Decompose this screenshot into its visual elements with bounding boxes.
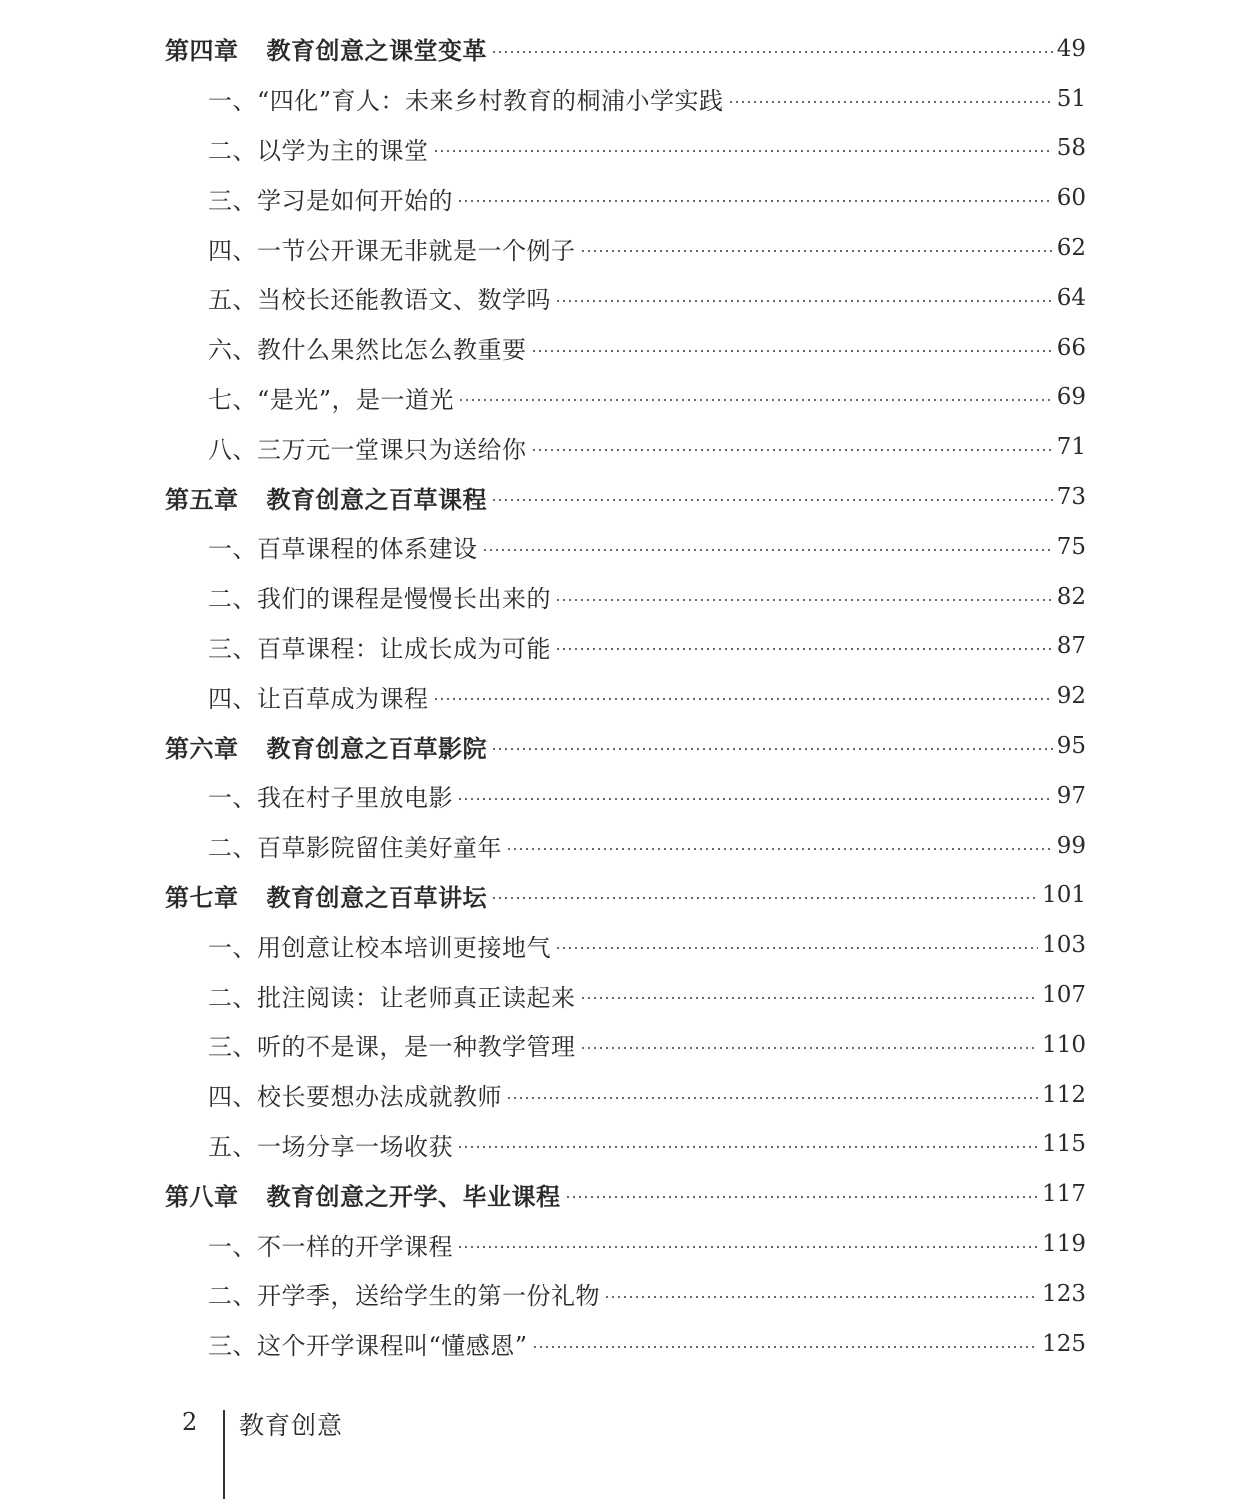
dot-leader (457, 200, 1053, 202)
toc-chapter-entry (0, 472, 1256, 522)
page-ref: 99 (1056, 832, 1086, 859)
section-title: 二、我们的课程是慢慢长出来的 (208, 585, 551, 614)
dot-leader (555, 947, 1038, 949)
toc-section-entry (0, 522, 1256, 572)
dot-leader (491, 499, 1053, 501)
dot-leader (457, 1246, 1038, 1248)
toc-section-entry (0, 771, 1256, 821)
section-title: 一、“四化”育人：未来乡村教育的桐浦小学实践 (208, 87, 724, 116)
chapter-number: 第五章 (165, 484, 239, 514)
toc-section-entry (0, 173, 1256, 223)
dot-leader (482, 549, 1053, 551)
dot-leader (555, 300, 1053, 302)
chapter-number: 第八章 (165, 1181, 239, 1211)
toc-section-entry (0, 1219, 1256, 1269)
page-ref: 49 (1056, 35, 1086, 62)
section-title: 一、不一样的开学课程 (208, 1232, 453, 1261)
dot-leader (433, 150, 1053, 152)
table-of-contents (0, 24, 1256, 1369)
chapter-heading (165, 878, 487, 913)
chapter-heading (165, 729, 487, 764)
page-ref: 115 (1042, 1131, 1086, 1158)
page-ref: 107 (1042, 982, 1086, 1009)
page-ref: 69 (1056, 384, 1086, 411)
section-title: 六、教什么果然比怎么教重要 (208, 336, 527, 365)
chapter-heading (165, 1177, 561, 1212)
toc-section-entry (0, 422, 1256, 472)
chapter-title: 教育创意之开学、毕业课程 (266, 1181, 561, 1211)
dot-leader (604, 1296, 1038, 1298)
toc-section-entry (0, 572, 1256, 622)
toc-section-entry (0, 124, 1256, 174)
page-ref: 66 (1056, 334, 1086, 361)
toc-section-entry (0, 223, 1256, 273)
section-title: 五、当校长还能教语文、数学吗 (208, 286, 551, 315)
dot-leader (458, 399, 1053, 401)
dot-leader (506, 1097, 1038, 1099)
page-ref: 123 (1042, 1280, 1086, 1307)
chapter-heading (165, 31, 487, 66)
footer-divider (223, 1410, 225, 1499)
section-title: 四、让百草成为课程 (208, 684, 429, 713)
page-ref: 71 (1056, 434, 1086, 461)
section-title: 一、我在村子里放电影 (208, 784, 453, 813)
chapter-title: 教育创意之百草讲坛 (266, 882, 487, 912)
toc-section-entry (0, 1020, 1256, 1070)
section-title: 四、一节公开课无非就是一个例子 (208, 236, 576, 265)
section-title: 五、一场分享一场收获 (208, 1132, 453, 1161)
toc-section-entry (0, 1269, 1256, 1319)
page-ref: 62 (1056, 235, 1086, 262)
toc-section-entry (0, 323, 1256, 373)
toc-section-entry (0, 1319, 1256, 1369)
page-ref: 60 (1056, 185, 1086, 212)
section-title: 三、学习是如何开始的 (208, 186, 453, 215)
page-ref: 103 (1042, 932, 1086, 959)
page-ref: 92 (1056, 683, 1086, 710)
dot-leader (580, 1047, 1039, 1049)
page-ref: 51 (1056, 85, 1086, 112)
dot-leader (506, 848, 1053, 850)
toc-section-entry (0, 970, 1256, 1020)
page-number: 2 (182, 1408, 198, 1436)
dot-leader (580, 250, 1053, 252)
page-ref: 87 (1056, 633, 1086, 660)
toc-chapter-entry (0, 24, 1256, 74)
dot-leader (580, 997, 1039, 999)
chapter-title: 教育创意之百草影院 (266, 733, 487, 763)
chapter-number: 第七章 (165, 882, 239, 912)
toc-chapter-entry (0, 1169, 1256, 1219)
toc-section-entry (0, 622, 1256, 672)
page-ref: 101 (1042, 882, 1086, 909)
chapter-title: 教育创意之课堂变革 (266, 36, 487, 66)
chapter-heading (165, 480, 487, 515)
section-title: 二、以学为主的课堂 (208, 136, 429, 165)
section-title: 一、用创意让校本培训更接地气 (208, 933, 551, 962)
dot-leader (457, 798, 1053, 800)
page-footer (0, 1400, 1256, 1499)
dot-leader (491, 51, 1053, 53)
page-ref: 82 (1056, 583, 1086, 610)
dot-leader (491, 748, 1053, 750)
dot-leader (555, 648, 1053, 650)
toc-chapter-entry (0, 721, 1256, 771)
dot-leader (531, 449, 1053, 451)
chapter-title: 教育创意之百草课程 (266, 484, 487, 514)
toc-section-entry (0, 1120, 1256, 1170)
section-title: 二、开学季，送给学生的第一份礼物 (208, 1282, 600, 1311)
chapter-number: 第四章 (165, 36, 239, 66)
dot-leader (491, 897, 1038, 899)
page-ref: 73 (1056, 484, 1086, 511)
section-title: 一、百草课程的体系建设 (208, 535, 478, 564)
section-title: 二、批注阅读：让老师真正读起来 (208, 983, 576, 1012)
dot-leader (531, 350, 1053, 352)
page-ref: 64 (1056, 284, 1086, 311)
section-title: 二、百草影院留住美好童年 (208, 834, 502, 863)
section-title: 三、听的不是课，是一种教学管理 (208, 1033, 576, 1062)
page-ref: 75 (1056, 533, 1086, 560)
dot-leader (728, 101, 1053, 103)
section-title: 八、三万元一堂课只为送给你 (208, 435, 527, 464)
chapter-number: 第六章 (165, 733, 239, 763)
section-title: 四、校长要想办法成就教师 (208, 1083, 502, 1112)
page-ref: 110 (1042, 1031, 1086, 1058)
toc-section-entry (0, 373, 1256, 423)
page-ref: 97 (1056, 782, 1086, 809)
page-ref: 117 (1042, 1181, 1086, 1208)
toc-section-entry (0, 1070, 1256, 1120)
toc-section-entry (0, 273, 1256, 323)
section-title: 三、百草课程：让成长成为可能 (208, 634, 551, 663)
section-title: 七、“是光”，是一道光 (208, 385, 455, 414)
dot-leader (555, 599, 1053, 601)
toc-section-entry (0, 671, 1256, 721)
page-ref: 125 (1042, 1330, 1086, 1357)
page-ref: 112 (1042, 1081, 1086, 1108)
page-ref: 95 (1056, 733, 1086, 760)
toc-section-entry (0, 821, 1256, 871)
section-title: 三、这个开学课程叫“懂感恩” (208, 1332, 528, 1361)
dot-leader (532, 1346, 1039, 1348)
toc-chapter-entry (0, 871, 1256, 921)
page-ref: 58 (1056, 135, 1086, 162)
page-ref: 119 (1042, 1231, 1086, 1258)
toc-section-entry (0, 74, 1256, 124)
book-title: 教育创意 (239, 1411, 344, 1440)
dot-leader (565, 1196, 1039, 1198)
dot-leader (457, 1146, 1038, 1148)
toc-section-entry (0, 920, 1256, 970)
dot-leader (433, 698, 1053, 700)
